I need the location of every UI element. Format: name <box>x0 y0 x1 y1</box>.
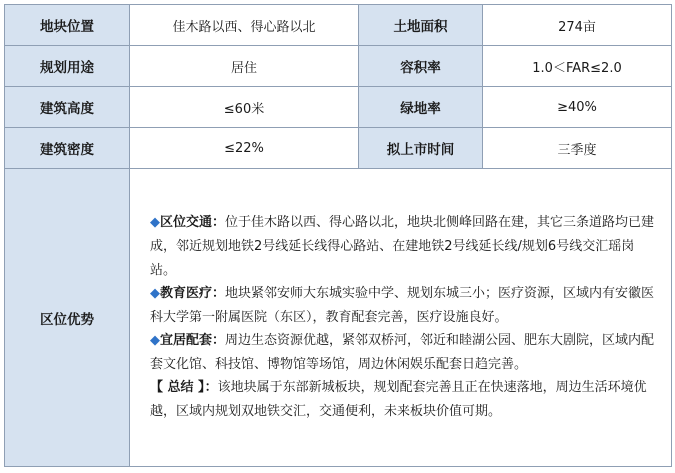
green-ratio-label: 绿地率 <box>359 87 483 128</box>
table-row <box>5 87 672 128</box>
paragraph-title: 【 总结 】 <box>150 380 205 396</box>
paragraph-living-amenities: ◆宜居配套：周边生态资源优越，紧邻双桥河，邻近和睦湖公园、肥东大剧院，区域内配套文化馆、科技馆、博物馆等场馆，周边休闲娱乐配套日趋完善。 <box>150 333 655 372</box>
paragraph-text: 周边生态资源优越，紧邻双桥河，邻近和睦湖公园、肥东大剧院，区域内配套文化馆、科技馆、博物馆等场馆，周边休闲娱乐配套日趋完善。 <box>150 333 655 372</box>
building-height-label: 建筑高度 <box>5 87 130 128</box>
location-advantage-label: 区位优势 <box>5 169 130 467</box>
land-info-table <box>4 4 672 467</box>
location-value: 佳木路以西、得心路以北 <box>130 5 359 46</box>
paragraph-summary: 【 总结 】：该地块属于东部新城板块，规划配套完善且正在快速落地，周边生活环境优越，区域内规划双地铁交汇，交通便利，未来板块价值可期。 <box>150 380 647 420</box>
building-density-label: 建筑密度 <box>5 128 130 169</box>
diamond-bullet-icon: ◆ <box>150 333 160 349</box>
table-row <box>5 128 672 169</box>
paragraph-title: 区位交通 <box>160 215 213 231</box>
paragraph-title: 宜居配套 <box>160 333 213 349</box>
listing-time-value: 三季度 <box>483 128 672 169</box>
planned-use-label: 规划用途 <box>5 46 130 87</box>
paragraph-text: 地块紧邻安师大东城实验中学、规划东城三小；医疗资源，区域内有安徽医科大学第一附属医院（东区），教育配套完善，医疗设施良好。 <box>150 286 655 325</box>
table-row <box>5 46 672 87</box>
planned-use-value: 居住 <box>130 46 359 87</box>
land-area-label: 土地面积 <box>359 5 483 46</box>
paragraph-education-medical: ◆教育医疗：地块紧邻安师大东城实验中学、规划东城三小；医疗资源，区域内有安徽医科大学第一附属医院（东区），教育配套完善，医疗设施良好。 <box>150 286 655 325</box>
far-label: 容积率 <box>359 46 483 87</box>
paragraph-title: 教育医疗 <box>160 286 213 302</box>
diamond-bullet-icon: ◆ <box>150 286 160 302</box>
table-row <box>5 5 672 46</box>
building-height-value: ≤60米 <box>130 87 359 128</box>
land-area-value: 274亩 <box>483 5 672 46</box>
green-ratio-value: ≥40% <box>483 87 672 128</box>
paragraph-text: 该地块属于东部新城板块，规划配套完善且正在快速落地，周边生活环境优越，区域内规划双地铁交汇，交通便利，未来板块价值可期。 <box>150 380 647 420</box>
listing-time-label: 拟上市时间 <box>359 128 483 169</box>
building-density-value: ≤22% <box>130 128 359 169</box>
location-label: 地块位置 <box>5 5 130 46</box>
paragraph-text: 位于佳木路以西、得心路以北，地块北侧峰回路在建，其它三条道路均已建成，邻近规划地铁2号线延长线得心路站、在建地铁2号线延长线/规划6号线交汇瑶岗站。 <box>150 215 655 278</box>
location-advantage-content <box>130 169 672 467</box>
land-info-sheet <box>4 4 671 469</box>
table-row <box>5 169 672 467</box>
far-value: 1.0＜FAR≤2.0 <box>483 46 672 87</box>
paragraph-transport: ◆区位交通：位于佳木路以西、得心路以北，地块北侧峰回路在建，其它三条道路均已建成，邻近规划地铁2号线延长线得心路站、在建地铁2号线延长线/规划6号线交汇瑶岗站。 <box>150 215 655 278</box>
diamond-bullet-icon: ◆ <box>150 215 160 231</box>
